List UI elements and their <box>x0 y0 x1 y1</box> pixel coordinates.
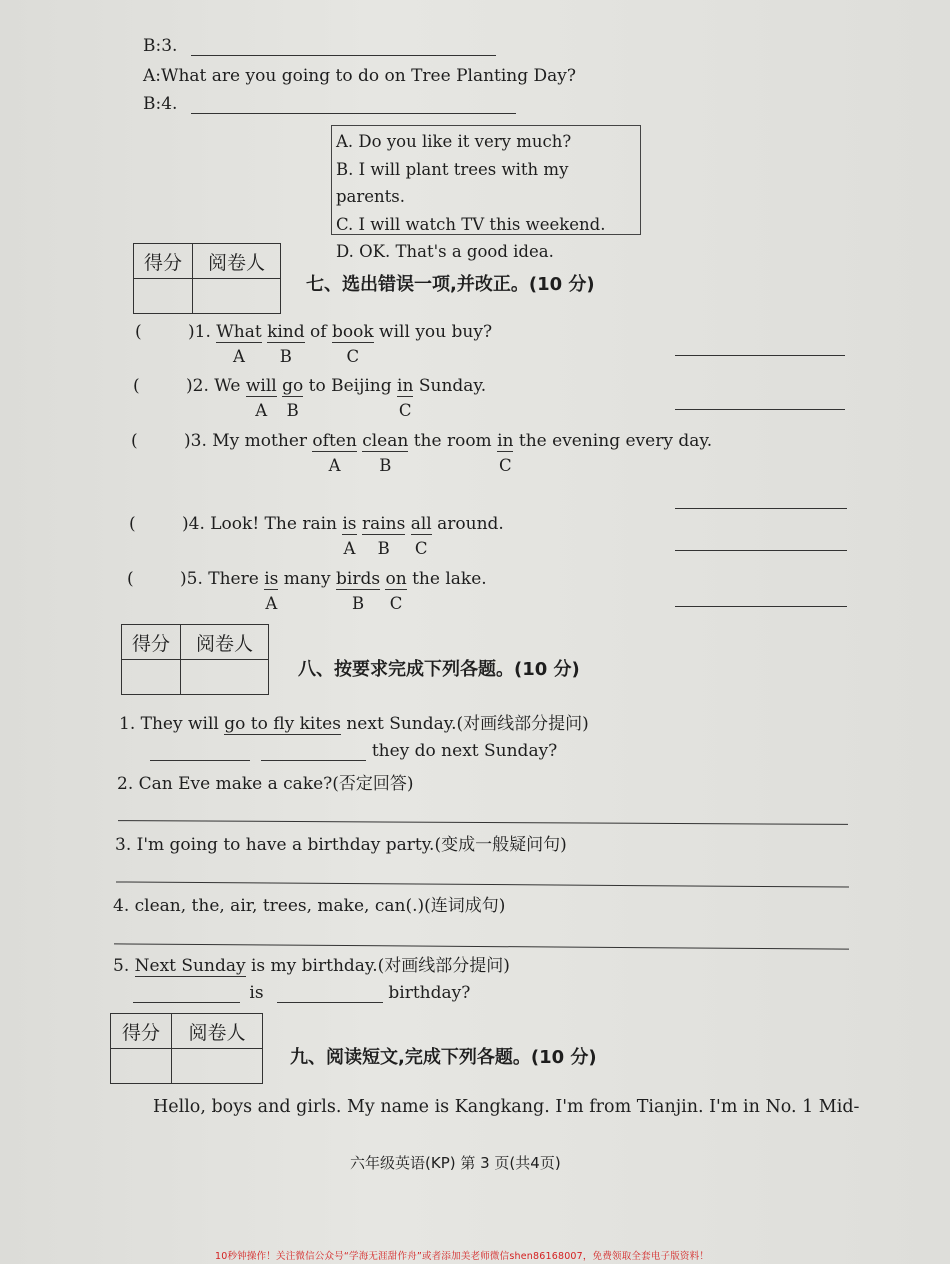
word-b: kind B <box>267 322 305 366</box>
page-footer: 六年级英语(KP) 第 3 页(共4页) <box>350 1154 561 1172</box>
score-cell[interactable] <box>111 1049 172 1084</box>
answer-blank[interactable] <box>150 759 250 761</box>
correction-line[interactable] <box>675 550 847 551</box>
word-c: in C <box>397 376 414 420</box>
option-b: B. I will plant trees with my parents. <box>336 159 569 206</box>
answer-blank[interactable] <box>191 112 516 114</box>
correction-line[interactable] <box>675 606 847 607</box>
item-number: )2. <box>186 376 209 396</box>
item-number: )4. <box>182 514 205 534</box>
section7-item-3: )3. My mother often A clean B the room in C the evening every day. <box>184 431 713 475</box>
dialogue-b4 <box>143 94 516 114</box>
score-label: 得分 <box>111 1014 172 1049</box>
section7-item-5: )5. There is A many birds B on C the lake. <box>180 569 487 613</box>
word-b: go B <box>282 376 304 420</box>
reviewer-label: 阅卷人 <box>172 1014 263 1049</box>
b3-label: B:3. <box>143 36 178 56</box>
answer-blank[interactable] <box>133 1001 240 1003</box>
answer-blank[interactable] <box>277 1001 383 1003</box>
score-label: 得分 <box>134 244 193 279</box>
answer-paren[interactable]: ( <box>129 514 136 534</box>
section8-q1: 1. They will go to fly kites next Sunday.(对画线部分提问) <box>119 714 589 734</box>
underlined-phrase: go to fly kites <box>224 714 341 734</box>
word-a: will A <box>245 376 277 420</box>
word-c: all C <box>410 514 432 558</box>
option-c: C. I will watch TV this weekend. <box>336 214 606 234</box>
answer-line[interactable] <box>114 943 849 949</box>
word-b: birds B <box>336 569 381 613</box>
answer-paren[interactable]: ( <box>135 322 142 342</box>
score-label: 得分 <box>122 625 181 660</box>
reading-passage: Hello, boys and girls. My name is Kangkang. I'm from Tianjin. I'm in No. 1 Mid- <box>153 1097 860 1117</box>
reviewer-cell[interactable] <box>181 660 269 695</box>
section7-item-4: )4. Look! The rain is A rains B all C around. <box>182 514 504 558</box>
answer-line[interactable] <box>116 881 849 887</box>
word-b: rains B <box>361 514 406 558</box>
word-c: in C <box>497 431 514 475</box>
word-a: What A <box>216 322 262 366</box>
item-number: )5. <box>180 569 203 589</box>
option-d: D. OK. That's a good idea. <box>336 242 554 261</box>
section8-q5-answer: is birthday? <box>133 983 470 1003</box>
answer-blank[interactable] <box>261 759 366 761</box>
section8-title: 八、按要求完成下列各题。(10 分) <box>298 659 580 680</box>
reviewer-label: 阅卷人 <box>181 625 269 660</box>
answer-paren[interactable]: ( <box>127 569 134 589</box>
word-a: is A <box>264 569 279 613</box>
reviewer-cell[interactable] <box>172 1049 263 1084</box>
score-cell[interactable] <box>122 660 181 695</box>
option-a: A. Do you like it very much? <box>336 132 572 151</box>
word-a: is A <box>342 514 357 558</box>
section8-q2: 2. Can Eve make a cake?(否定回答) <box>117 774 414 794</box>
score-box-9 <box>110 1013 263 1084</box>
section8-q1-answer: they do next Sunday? <box>150 741 557 761</box>
correction-line[interactable] <box>675 508 847 509</box>
answer-line[interactable] <box>118 820 848 825</box>
word-c: book C <box>331 322 374 366</box>
watermark-text: 10秒钟操作！关注微信公众号“学海无涯甜作舟”或者添加美老师微信shen86168007，免费领取全套电子版资料！ <box>215 1251 710 1262</box>
answer-blank[interactable] <box>191 54 496 56</box>
underlined-phrase: Next Sunday <box>134 956 246 976</box>
word-c: on C <box>385 569 407 613</box>
section7-item-1: )1. What A kind B of book C will you buy? <box>188 322 493 366</box>
dialogue-a-question: A:What are you going to do on Tree Planting Day? <box>143 66 577 86</box>
reviewer-cell[interactable] <box>193 279 281 314</box>
item-number: )3. <box>184 431 207 451</box>
section8-q5: 5. Next Sunday is my birthday.(对画线部分提问) <box>113 956 510 976</box>
correction-line[interactable] <box>675 355 845 356</box>
item-number: )1. <box>188 322 211 342</box>
dialogue-b3 <box>143 36 496 56</box>
word-a: often A <box>312 431 357 475</box>
section9-title: 九、阅读短文,完成下列各题。(10 分) <box>290 1047 597 1068</box>
correction-line[interactable] <box>675 409 845 410</box>
score-cell[interactable] <box>134 279 193 314</box>
section8-q3: 3. I'm going to have a birthday party.(变成一般疑问句) <box>115 835 567 855</box>
reviewer-label: 阅卷人 <box>193 244 281 279</box>
score-box-7 <box>133 243 281 314</box>
answer-paren[interactable]: ( <box>133 376 140 396</box>
word-b: clean B <box>362 431 409 475</box>
b4-label: B:4. <box>143 94 178 114</box>
options-box <box>331 125 641 261</box>
answer-paren[interactable]: ( <box>131 431 138 451</box>
section7-title: 七、选出错误一项,并改正。(10 分) <box>306 274 595 295</box>
score-box-8 <box>121 624 269 695</box>
section8-q4: 4. clean, the, air, trees, make, can(.)(连词成句) <box>113 896 506 916</box>
section7-item-2: )2. We will A go B to Beijing in C Sunday. <box>186 376 487 420</box>
